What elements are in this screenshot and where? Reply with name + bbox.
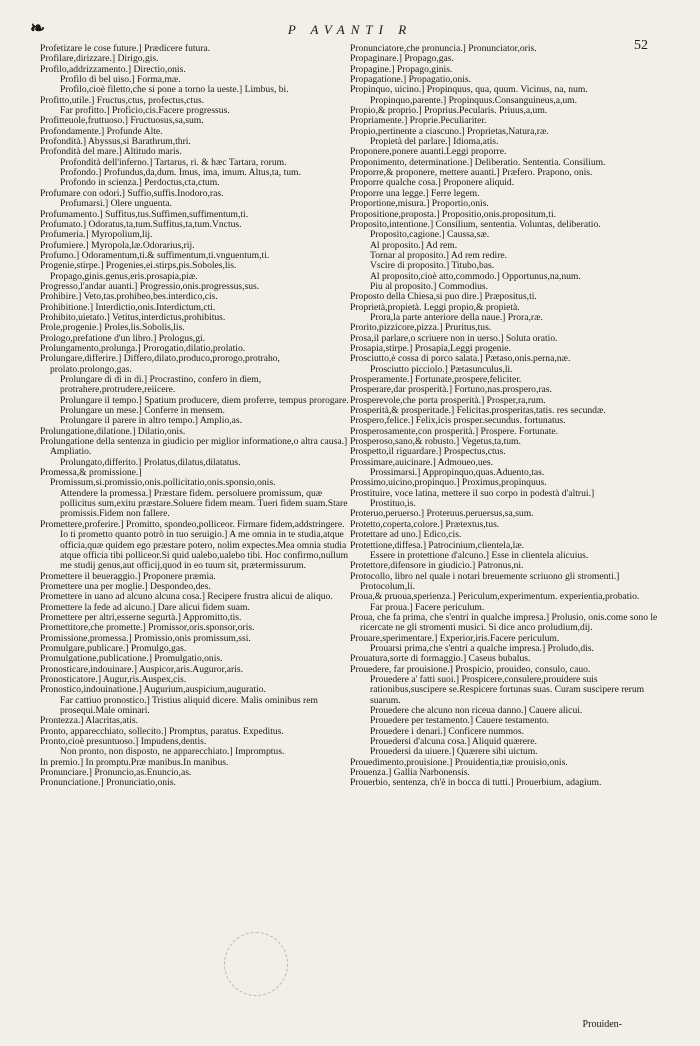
- dictionary-entry: Prosperoso,sano,& robusto.] Vegetus,ta,tum.: [350, 436, 521, 448]
- dictionary-entry: Prologo,prefatione d'un libro.] Prologus,gi.: [40, 332, 206, 344]
- dictionary-entry: Prossimo,uicino,propinquo.] Proximus,propinquus.: [350, 477, 547, 489]
- dictionary-entry: Promettere,proferire.] Promitto, spondeo,polliceor. Firmare fidem,addstringere.: [40, 518, 345, 530]
- dictionary-entry: Prohibire.] Veto,tas.prohibeo,bes.interdico,cis.: [40, 291, 218, 303]
- dictionary-entry: Prole,progenie.] Proles,lis.Sobolis,lis.: [40, 322, 185, 334]
- dictionary-entry: Prossimarsi.] Appropinquo,quas.Aduento,tas.: [370, 467, 545, 479]
- dictionary-entry: Prolungare il parere in altro tempo.] Amplio,as.: [60, 415, 242, 427]
- dictionary-entry: Propriamente.] Proprie.Peculiariter.: [350, 115, 487, 127]
- dictionary-entry: Prouedimento,prouisione.] Prouidentia,tiæ prouisio,onis.: [350, 756, 568, 768]
- dictionary-entry: Promulgare,publicare.] Promulgo,gas.: [40, 642, 187, 654]
- dictionary-entry: Profondo.] Profundus,da,dum. Imus, ima, imum. Altus,ta, tum.: [60, 167, 301, 179]
- dictionary-entry: Proporre qualche cosa.] Proponere aliquid.: [350, 177, 515, 189]
- dictionary-entry: Vscire di proposito.] Titubo,bas.: [370, 260, 495, 272]
- dictionary-entry: Al proposito,cioè atto,commodo.] Opportunus,na,num.: [370, 270, 581, 282]
- dictionary-entry: Profondamente.] Profunde Alte.: [40, 125, 163, 137]
- dictionary-entry: Prouenza.] Gallia Narbonensis.: [350, 767, 470, 779]
- dictionary-entry: Pronunciare.] Pronuncio,as.Enuncio,as.: [40, 767, 192, 779]
- dictionary-entry: Promettere per altri,esserne segurtà.] Appromitto,tis.: [40, 611, 242, 623]
- dictionary-entry: Prouatura,sorte di formaggio.] Caseus bubalus.: [350, 653, 531, 665]
- dictionary-entry: Profumeria.] Myropolium,lij.: [40, 229, 153, 241]
- dictionary-entry: Proporre una legge.] Ferre legem.: [350, 187, 480, 199]
- dictionary-entry: Prosperare,dar prosperità.] Fortuno,nas.prospero,ras.: [350, 384, 552, 396]
- dictionary-entry: Prosciutto,è cossa di porco salata.] Pætaso,onis.perna,næ.: [350, 353, 571, 365]
- dictionary-entry: Essere in protettione d'alcuno.] Esse in clientela alicuius.: [370, 549, 589, 561]
- dictionary-entry: Far cattiuo pronostico.] Tristius aliquid dicere. Malis ominibus rem prosequi.Male ominari.: [60, 694, 318, 716]
- dictionary-entry: In premio.] In promptu.Præ manibus.In manibus.: [40, 756, 229, 768]
- dictionary-entry: Attendere la promessa.] Præstare fidem. persoluere promissum, quæ pollicitus sum,exitu præstare.Soluere fidem meam. Tueri fidem suam.Stare promissis.Fidem non fallere.: [60, 487, 348, 520]
- dictionary-entry: Promettere in uano ad alcuno alcuna cosa.] Recipere frustra alicui de aliquo.: [40, 591, 333, 603]
- dictionary-entry: Prospetto,il riguardare.] Prospectus,ctus.: [350, 446, 506, 458]
- dictionary-entry: Io ti prometto quanto potrò in tuo seruigio.] A me omnia in te studia,atque officia,quæ quidem ego præstare potero, nolim expectes.Mea omnia studia atque officia tibi polliceor.Si quid ualebo,ualebo tibi. Hoc confirmo,nullum me studij genus,aut officij,quod in eo tuum sit, prætermissurum.: [60, 529, 349, 572]
- dictionary-entry: Proponimento, determinatione.] Deliberatio. Sententia. Consilium.: [350, 156, 606, 168]
- dictionary-entry: Proposito,cagione.] Caussa,sæ.: [370, 229, 490, 241]
- dictionary-entry: Profitteuole,fruttuoso.] Fructuosus,sa,sum.: [40, 115, 204, 127]
- catchword: Prouiden-: [582, 1019, 622, 1030]
- dictionary-entry: Pronunciatore,che pronuncia.] Pronunciator,oris.: [350, 43, 537, 54]
- dictionary-entry: Prostituire, voce latina, mettere il suo corpo in podestà d'altrui.]: [350, 487, 595, 499]
- dictionary-entry: Prosperevole,che porta prosperità.] Prosper,ra,rum.: [350, 394, 546, 406]
- dictionary-entry: Profondità.] Abyssus,si Barathrum,thri.: [40, 136, 191, 148]
- dictionary-entry: Proposto della Chiesa,si puo dire.] Præpositus,ti.: [350, 291, 537, 303]
- dictionary-entry: Proteruo,peruerso.] Proteruus.peruersus,sa,sum.: [350, 508, 534, 520]
- dictionary-entry: Proua, che fa prima, che s'entri in qualche impresa.] Prolusio, onis.come sono le ricercate ne gli stromenti musici. Si dice anco proludium,dij.: [350, 611, 658, 634]
- dictionary-entry: Profumamento.] Suffitus,tus.Suffimen,suffimentum,ti.: [40, 208, 249, 220]
- dictionary-entry: Prosa,il parlare,o scriuere non in uerso.] Soluta oratio.: [350, 332, 558, 344]
- dictionary-entry: Prouedere, far prouisione.] Prospicio, prouideo, consulo, cauo.: [350, 663, 591, 675]
- dictionary-entry: Prosciutto picciolo.] Pætasunculus,li.: [370, 363, 513, 375]
- dictionary-entry: Pronostico,indouinatione.] Augurium,auspicium,auguratio.: [40, 684, 266, 696]
- page-number: 52: [634, 38, 648, 53]
- dictionary-entry: Proprietà,propietà. Leggi propio,& propietà.: [350, 301, 520, 313]
- header-mark: ❧: [30, 18, 46, 38]
- dictionary-entry: Proponere,ponere auanti.Leggi proporre.: [350, 146, 507, 158]
- left-column: [40, 44, 350, 789]
- dictionary-entry: Pronto,cioè presuntuoso.] Impudens,dentis.: [40, 736, 207, 748]
- dictionary-entry: Proportione,misura.] Proportio,onis.: [350, 198, 489, 210]
- dictionary-entry: Prolungare il tempo.] Spatium producere, diem proferre, tempus prorogare.: [60, 394, 349, 406]
- dictionary-entry: Prouare,sperimentare.] Experior,iris.Facere periculum.: [350, 632, 560, 644]
- dictionary-entry: Pronosticare,indouinare.] Auspicor,aris.Auguror,aris.: [40, 663, 244, 675]
- dictionary-entry: Prouedersi da uiuere.] Quærere sibi uictum.: [370, 746, 538, 758]
- dictionary-entry: Profetizare le cose future.] Prædicere futura.: [40, 43, 211, 54]
- dictionary-entry: Promettitore,che promette.] Promissor,oris.sponsor,oris.: [40, 622, 255, 634]
- dictionary-entry: Promettere una per moglie.] Despondeo,des.: [40, 580, 211, 592]
- dictionary-entry: Propinquo, uicino.] Propinquus, qua, quum. Vicinus, na, num.: [350, 84, 588, 96]
- dictionary-entry: Far proua.] Facere periculum.: [370, 601, 485, 613]
- dictionary-entry: Profondità dell'inferno.] Tartarus, ri. & hæc Tartara, rorum.: [60, 156, 287, 168]
- dictionary-entry: Non pronto, non disposto, ne apparecchiato.] Impromptus.: [60, 746, 285, 758]
- dictionary-entry: Piu al proposito.] Commodius.: [370, 280, 489, 292]
- dictionary-entry: Proporre,& proponere, mettere auanti.] Præfero. Prapono, onis.: [350, 167, 593, 179]
- dictionary-entry: Profumo.] Odoramentum,ti.& suffimentum,ti.vnguentum,ti.: [40, 249, 270, 261]
- running-head: P AVANTI R: [287, 22, 413, 37]
- dictionary-entry: Prontezza.] Alacritas,atis.: [40, 715, 139, 727]
- dictionary-entry: Profilo,addrizzamento.] Directio,onis.: [40, 63, 186, 75]
- dictionary-entry: Prolungatione della sentenza in giudicio per miglior informatione,o altra causa.] Ampliatio.: [40, 436, 348, 458]
- dictionary-entry: Tornar al proposito.] Ad rem redire.: [370, 249, 508, 261]
- dictionary-entry: Profilare,dirizzare.] Dirigo,gis.: [40, 53, 159, 65]
- dictionary-entry: Proposito,intentione.] Consilium, sententia. Voluntas, deliberatio.: [350, 218, 601, 230]
- dictionary-entry: Prohibito,uietato.] Vetitus,interdictus,prohibitus.: [40, 311, 226, 323]
- dictionary-entry: Promissione,promessa.] Promissio,onis promissum,ssi.: [40, 632, 251, 644]
- dictionary-entry: Protettione,diffesa.] Patrocinium,clientela,læ.: [350, 539, 525, 551]
- dictionary-entry: Profilo di bel uiso.] Forma,mæ.: [60, 74, 181, 86]
- dictionary-entry: Prolungatione,dilatione.] Dilatio,onis.: [40, 425, 186, 437]
- dictionary-entry: Prolungare un mese.] Conferre in mensem.: [60, 405, 225, 417]
- dictionary-entry: Prouedere a' fatti suoi.] Prospicere,consulere,prouidere suis rationibus,suscipere se.Respicere fortunas suas. Curam suscipere rerum suarum.: [370, 673, 645, 706]
- dictionary-entry: Profondità del mare.] Altitudo maris.: [40, 146, 182, 158]
- dictionary-entry: Prospero,felice.] Felix,icis prosper.secundus. fortunatus.: [350, 415, 566, 427]
- dictionary-entry: Protettore,difensore in giudicio.] Patronus,ni.: [350, 560, 524, 572]
- dictionary-entry: Prolungare,differire.] Differo,dilato,produco,prorogo,protraho, prolato.prolongo,gas.: [40, 353, 280, 375]
- dictionary-entry: Prolungare di di in di.] Procrastino, confero in diem, protrahere,protrudere,reiicere.: [60, 374, 262, 396]
- dictionary-entry: Promessa,& promissione.] Promissum,si.promissio,onis.pollicitatio,onis.sponsio,onis.: [40, 467, 276, 489]
- dictionary-entry: Prolungamento,prolunga.] Prorogatio,dilatio,prolatio.: [40, 342, 246, 354]
- dictionary-entry: Prouedersi d'alcuna cosa.] Aliquid quærere.: [370, 736, 537, 748]
- dictionary-entry: Protocollo, libro nel quale i notari breuemente scriuono gli stromenti.] Protocolum,li.: [350, 570, 620, 592]
- dictionary-entry: Prouarsi prima,che s'entri a qualche impresa.] Proludo,dis.: [370, 642, 594, 654]
- dictionary-entry: Prorito,pizzicore,pizza.] Pruritus,tus.: [350, 322, 492, 334]
- dictionary-entry: Propio,& proprio.] Proprius.Pecularis. Priuus,a,um.: [350, 105, 548, 117]
- right-column: [350, 44, 675, 789]
- dictionary-entry: Propio,pertinente a ciascuno.] Proprietas,Natura,ræ.: [350, 125, 549, 137]
- dictionary-entry: Prouedere per testamento.] Cauere testamento.: [370, 715, 550, 727]
- dictionary-entry: Profitto,utile.] Fructus,ctus, profectus,ctus.: [40, 94, 205, 106]
- dictionary-entry: Promulgatione,publicatione.] Promulgatio,onis.: [40, 653, 223, 665]
- dictionary-entry: Prouedere che alcuno non riceua danno.] Cauere alicui.: [370, 705, 583, 716]
- dictionary-entry: Prosperamente.] Fortunate,prospere,feliciter.: [350, 374, 522, 385]
- dictionary-entry: Profondo in scienza.] Perdoctus,cta,ctum.: [60, 177, 220, 189]
- dictionary-entry: Prosperosamente,con prosperità.] Prospere. Fortunate.: [350, 425, 559, 437]
- dictionary-entry: Profumare con odori.] Suffio,suffis.Inodoro,ras.: [40, 187, 224, 199]
- dictionary-entry: Promettere la fede ad alcuno.] Dare alicui fidem suam.: [40, 601, 250, 613]
- dictionary-entry: Protettare ad uno.] Edico,cis.: [350, 529, 462, 541]
- dictionary-entry: Prosapia,stirpe.] Prosapia,Leggi progenie.: [350, 342, 511, 354]
- dictionary-entry: Profumato.] Odoratus,ta,tum.Suffitus,ta,tum.Vnctus.: [40, 218, 242, 230]
- dictionary-entry: Pronto, apparecchiato, sollecito.] Promptus, paratus. Expeditus.: [40, 725, 284, 737]
- dictionary-entry: Prouerbio, sentenza, ch'è in bocca di tutti.] Prouerbium, adagium.: [350, 777, 602, 789]
- dictionary-entry: Protetto,coperta,colore.] Prætextus,tus.: [350, 518, 500, 530]
- dictionary-entry: Propositione,proposta.] Propositio,onis.propositum,ti.: [350, 208, 557, 220]
- dictionary-entry: Prostituo,is.: [370, 498, 416, 510]
- dictionary-entry: Propinquo,parente.] Propinquus.Consanguineus,a,um.: [370, 94, 578, 106]
- library-stamp: [224, 932, 288, 996]
- dictionary-entry: Far profitto.] Proficio,cis.Facere progressus.: [60, 105, 230, 117]
- dictionary-entry: Propagine.] Propago,ginis.: [350, 63, 453, 75]
- dictionary-entry: Al proposito.] Ad rem.: [370, 239, 458, 251]
- dictionary-entry: Profumiere.] Myropola,læ.Odorarius,rij.: [40, 239, 195, 251]
- dictionary-entry: Pronunciatione.] Pronunciatio,onis.: [40, 777, 176, 789]
- dictionary-entry: Prosperità,& prosperitade.] Felicitas.prosperitas,tatis. res secundæ.: [350, 405, 606, 417]
- dictionary-entry: Prohibitione.] Interdictio,onis.Interdictum,cti.: [40, 301, 216, 313]
- dictionary-entry: Profumarsi.] Olere unguenta.: [60, 198, 172, 210]
- dictionary-entry: Propietà del parlare.] Idioma,atis.: [370, 136, 499, 148]
- dictionary-entry: Progresso,l'andar auanti.] Progressio,onis.progressus,sus.: [40, 280, 260, 292]
- dictionary-entry: Proua,& pruoua,sperienza.] Periculum,experimentum. experientia,probatio.: [350, 591, 640, 603]
- dictionary-entry: Promettere il beueraggio.] Proponere præmia.: [40, 570, 216, 582]
- dictionary-entry: Prora,la parte anteriore della naue.] Prora,ræ.: [370, 311, 543, 323]
- dictionary-entry: Propagatione.] Propagatio,onis.: [350, 74, 471, 86]
- dictionary-entry: Prolungato,differito.] Prolatus,dilatus,dilatatus.: [60, 456, 241, 468]
- dictionary-entry: Prossimare,auicinare.] Admoueo,ues.: [350, 456, 494, 468]
- dictionary-entry: Profilo,cioè filetto,che si pone a torno la ueste.] Limbus, bi.: [60, 84, 289, 96]
- dictionary-entry: Prouedere i denari.] Conficere nummos.: [370, 725, 524, 737]
- dictionary-entry: Pronosticatore.] Augur,ris.Auspex,cis.: [40, 673, 187, 685]
- dictionary-entry: Progenie,stirpe.] Progenies,ei.stirps,pis.Soboles,lis. Propago,ginis.genus,eris.prosapia,piæ.: [40, 260, 237, 282]
- dictionary-entry: Propaginare.] Propago,gas.: [350, 53, 454, 65]
